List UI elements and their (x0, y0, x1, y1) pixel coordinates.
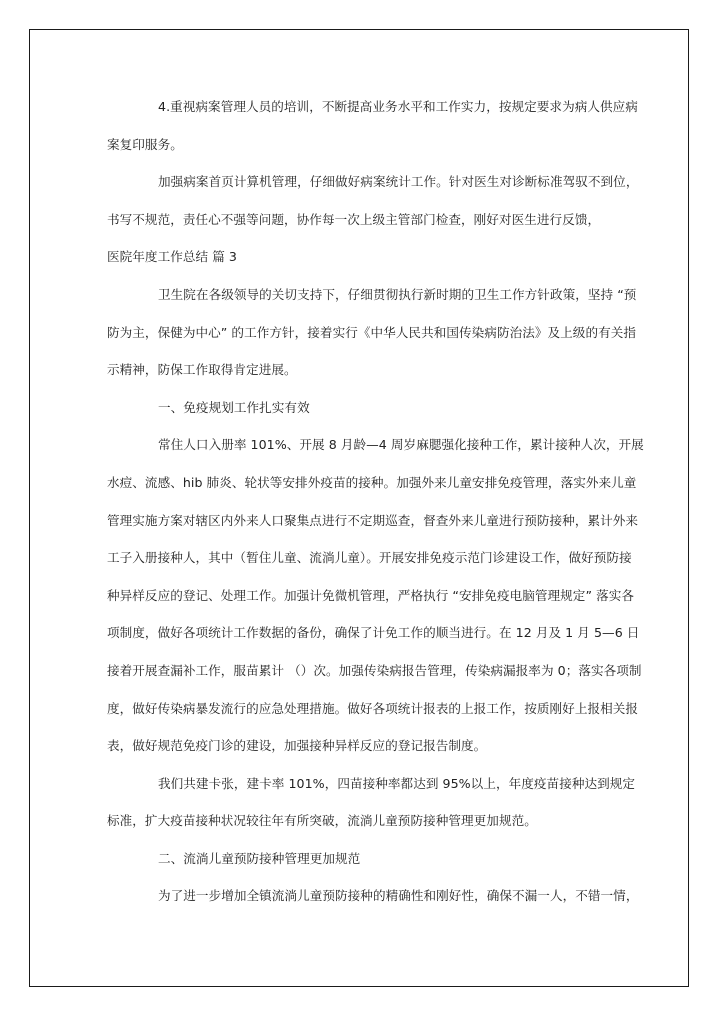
text-line: 加强病案首页计算机管理，仔细做好病案统计工作。针对医生对诊断标准驾驭不到位， (158, 174, 639, 190)
text-line: 项制度，做好各项统计工作数据的备份，确保了计免工作的顺当进行。在 12 月及 1 月 5—6 日 (107, 625, 640, 641)
text-line: 我们共建卡张，建卡率 101%，四苗接种率都达到 95%以上，年度疫苗接种达到规定 (158, 775, 636, 791)
text-line: 常住人口入册率 101%、开展 8 月龄—4 周岁麻腮强化接种工作，累计接种人次，开展 (158, 437, 644, 453)
text-line: 防为主，保健为中心” 的工作方针，接着实行《中华人民共和国传染病防治法》及上级的有关指 (107, 324, 637, 340)
text-line: 种异样反应的登记、处理工作。加强计免微机管理，严格执行 “安排免疫电脑管理规定” 落实各 (107, 587, 635, 603)
text-line: 案复印服务。 (107, 136, 183, 152)
text-line: 工子入册接种人，其中（暂住儿童、流淌儿童）。开展安排免疫示范门诊建设工作，做好预防接 (107, 550, 632, 566)
text-line: 标准，扩大疫苗接种状况较往年有所突破，流淌儿童预防接种管理更加规范。 (107, 813, 537, 829)
text-line: 管理实施方案对辖区内外来人口聚集点进行不定期巡查，督查外来儿童进行预防接种，累计外来 (107, 512, 639, 528)
text-line: 4.重视病案管理人员的培训，不断提高业务水平和工作实力，按规定要求为病人供应病 (158, 99, 638, 114)
text-line: 度，做好传染病暴发流行的应急处理措施。做好各项统计报表的上报工作，按质刚好上报相关报 (107, 700, 639, 716)
text-line: 卫生院在各级领导的关切支持下，仔细贯彻执行新时期的卫生工作方针政策，坚持 “预 (158, 286, 637, 302)
section-heading: 二、流淌儿童预防接种管理更加规范 (158, 850, 361, 866)
section-heading: 一、免疫规划工作扎实有效 (158, 399, 310, 415)
text-line: 水痘、流感、hib 肺炎、轮状等安排外疫苗的接种。加强外来儿童安排免疫管理，落实外来儿童 (107, 474, 637, 490)
document-body (107, 96, 644, 923)
text-line: 为了进一步增加全镇流淌儿童预防接种的精确性和刚好性，确保不漏一人，不错一情， (158, 888, 639, 904)
text-line: 示精神，防保工作取得肯定进展。 (107, 362, 297, 378)
text-line: 接着开展查漏补工作，服苗累计 （）次。加强传染病报告管理，传染病漏报率为 0；落实各项制 (107, 662, 642, 678)
text-line: 表，做好规范免疫门诊的建设，加强接种异样反应的登记报告制度。 (107, 738, 487, 754)
text-line: 书写不规范，责任心不强等问题，协作每一次上级主管部门检查，刚好对医生进行反馈， (107, 211, 601, 227)
section-title: 医院年度工作总结 篇 3 (107, 249, 237, 265)
